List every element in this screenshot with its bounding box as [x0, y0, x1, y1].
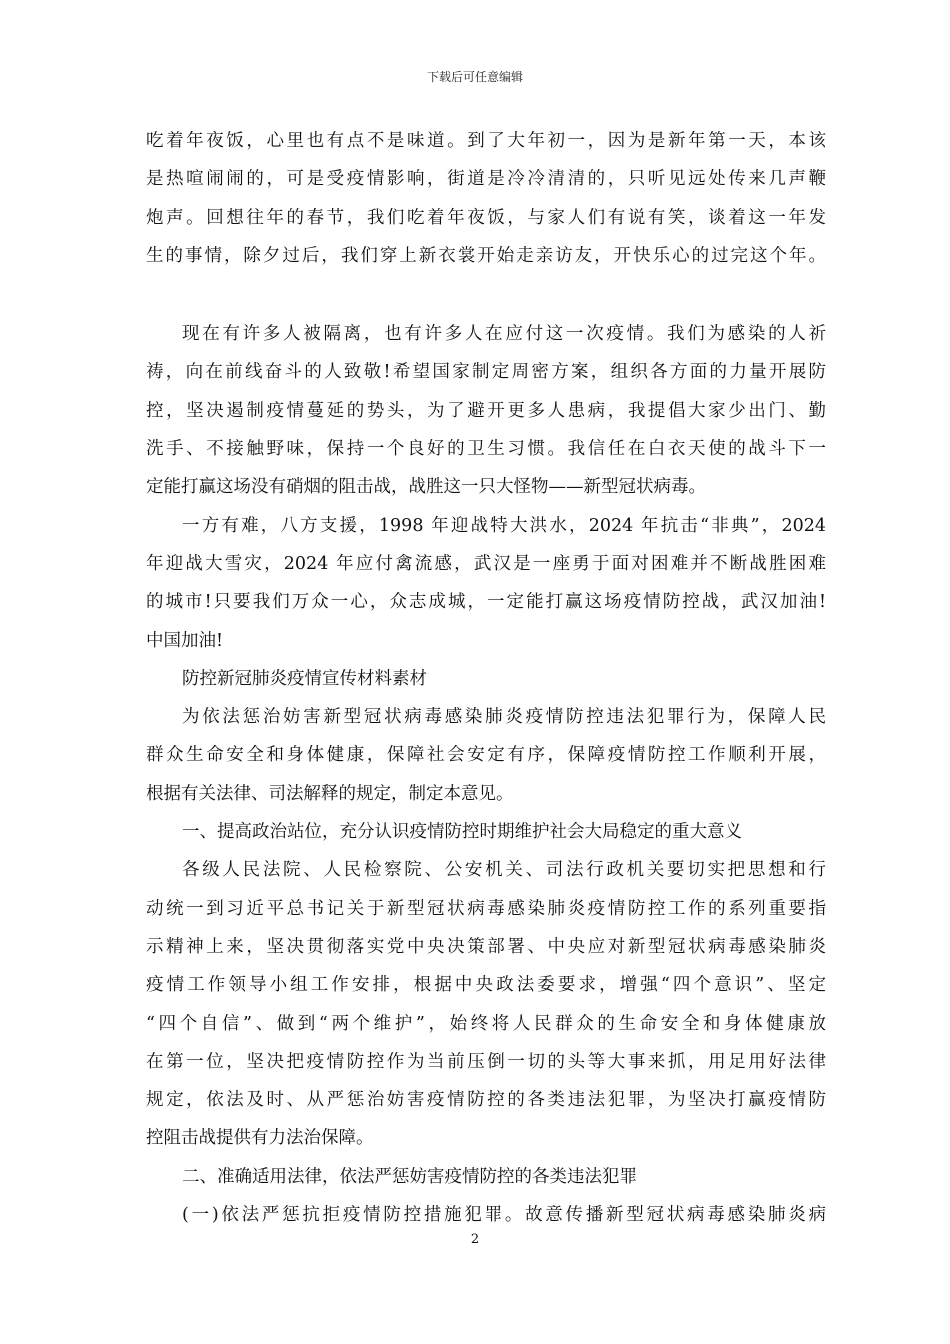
text-line: 年迎战大雪灾，2024 年应付禽流感，武汉是一座勇于面对困难并不断战胜困难 — [146, 553, 826, 574]
text-line: 现在有许多人被隔离，也有许多人在应付这一次疫情。我们为感染的人祈 — [182, 324, 826, 345]
text-line: 疫情工作领导小组工作安排，根据中央政法委要求，增强“四个意识”、坚定 — [146, 975, 826, 996]
text-line: 为依法惩治妨害新型冠状病毒感染肺炎疫情防控违法犯罪行为，保障人民 — [182, 707, 826, 728]
text-line: 控阻击战提供有力法治保障。 — [146, 1128, 374, 1149]
text-line: 在第一位，坚决把疫情防控作为当前压倒一切的头等大事来抓，用足用好法律 — [146, 1051, 826, 1072]
text-line: 是热喧闹闹的，可是受疫情影响，街道是冷冷清清的，只听见远处传来几声鞭 — [146, 169, 826, 190]
text-line: 的城市!只要我们万众一心，众志成城，一定能打赢这场疫情防控战，武汉加油! — [146, 592, 826, 613]
text-line: 规定，依法及时、从严惩治妨害疫情防控的各类违法犯罪，为坚决打赢疫情防 — [146, 1090, 826, 1111]
text-line: 中国加油! — [146, 630, 224, 651]
text-line: 生的事情，除夕过后，我们穿上新衣裳开始走亲访友，开快乐心的过完这个年。 — [146, 245, 826, 266]
text-line: 一方有难，八方支援，1998 年迎战特大洪水，2024 年抗击“非典”，2024 — [182, 515, 826, 536]
text-line: 各级人民法院、人民检察院、公安机关、司法行政机关要切实把思想和行 — [182, 860, 826, 881]
text-line: 群众生命安全和身体健康，保障社会安定有序，保障疫情防控工作顺利开展， — [146, 745, 826, 766]
section-heading: 二、准确适用法律，依法严惩妨害疫情防控的各类违法犯罪 — [182, 1166, 637, 1187]
text-line: 洗手、不接触野味，保持一个良好的卫生习惯。我信任在白衣天使的战斗下一 — [146, 439, 826, 460]
section-title: 防控新冠肺炎疫情宣传材料素材 — [182, 668, 427, 689]
text-line: 祷，向在前线奋斗的人致敬!希望国家制定周密方案，组织各方面的力量开展防 — [146, 362, 826, 383]
text-line: 炮声。回想往年的春节，我们吃着年夜饭，与家人们有说有笑，谈着这一年发 — [146, 207, 826, 228]
text-line: 动统一到习近平总书记关于新型冠状病毒感染肺炎疫情防控工作的系列重要指 — [146, 898, 826, 919]
text-line: (一)依法严惩抗拒疫情防控措施犯罪。故意传播新型冠状病毒感染肺炎病 — [182, 1205, 826, 1226]
text-line: 控，坚决遏制疫情蔓延的势头，为了避开更多人患病，我提倡大家少出门、勤 — [146, 400, 826, 421]
text-line: 定能打赢这场没有硝烟的阻击战，战胜这一只大怪物——新型冠状病毒。 — [146, 477, 706, 498]
page-header: 下载后可任意编辑 — [426, 70, 523, 84]
text-line: 示精神上来，坚决贯彻落实党中央决策部署、中央应对新型冠状病毒感染肺炎 — [146, 936, 826, 957]
section-heading: 一、提高政治站位，充分认识疫情防控时期维护社会大局稳定的重大意义 — [182, 822, 742, 843]
document-body — [146, 122, 826, 1234]
page-number: 2 — [470, 1232, 480, 1247]
text-line: 根据有关法律、司法解释的规定，制定本意见。 — [146, 783, 514, 804]
paragraph-gap — [146, 275, 826, 315]
text-line: 吃着年夜饭，心里也有点不是味道。到了大年初一，因为是新年第一天，本该 — [146, 131, 826, 151]
text-line: “四个自信”、做到“两个维护”，始终将人民群众的生命安全和身体健康放 — [146, 1013, 826, 1034]
